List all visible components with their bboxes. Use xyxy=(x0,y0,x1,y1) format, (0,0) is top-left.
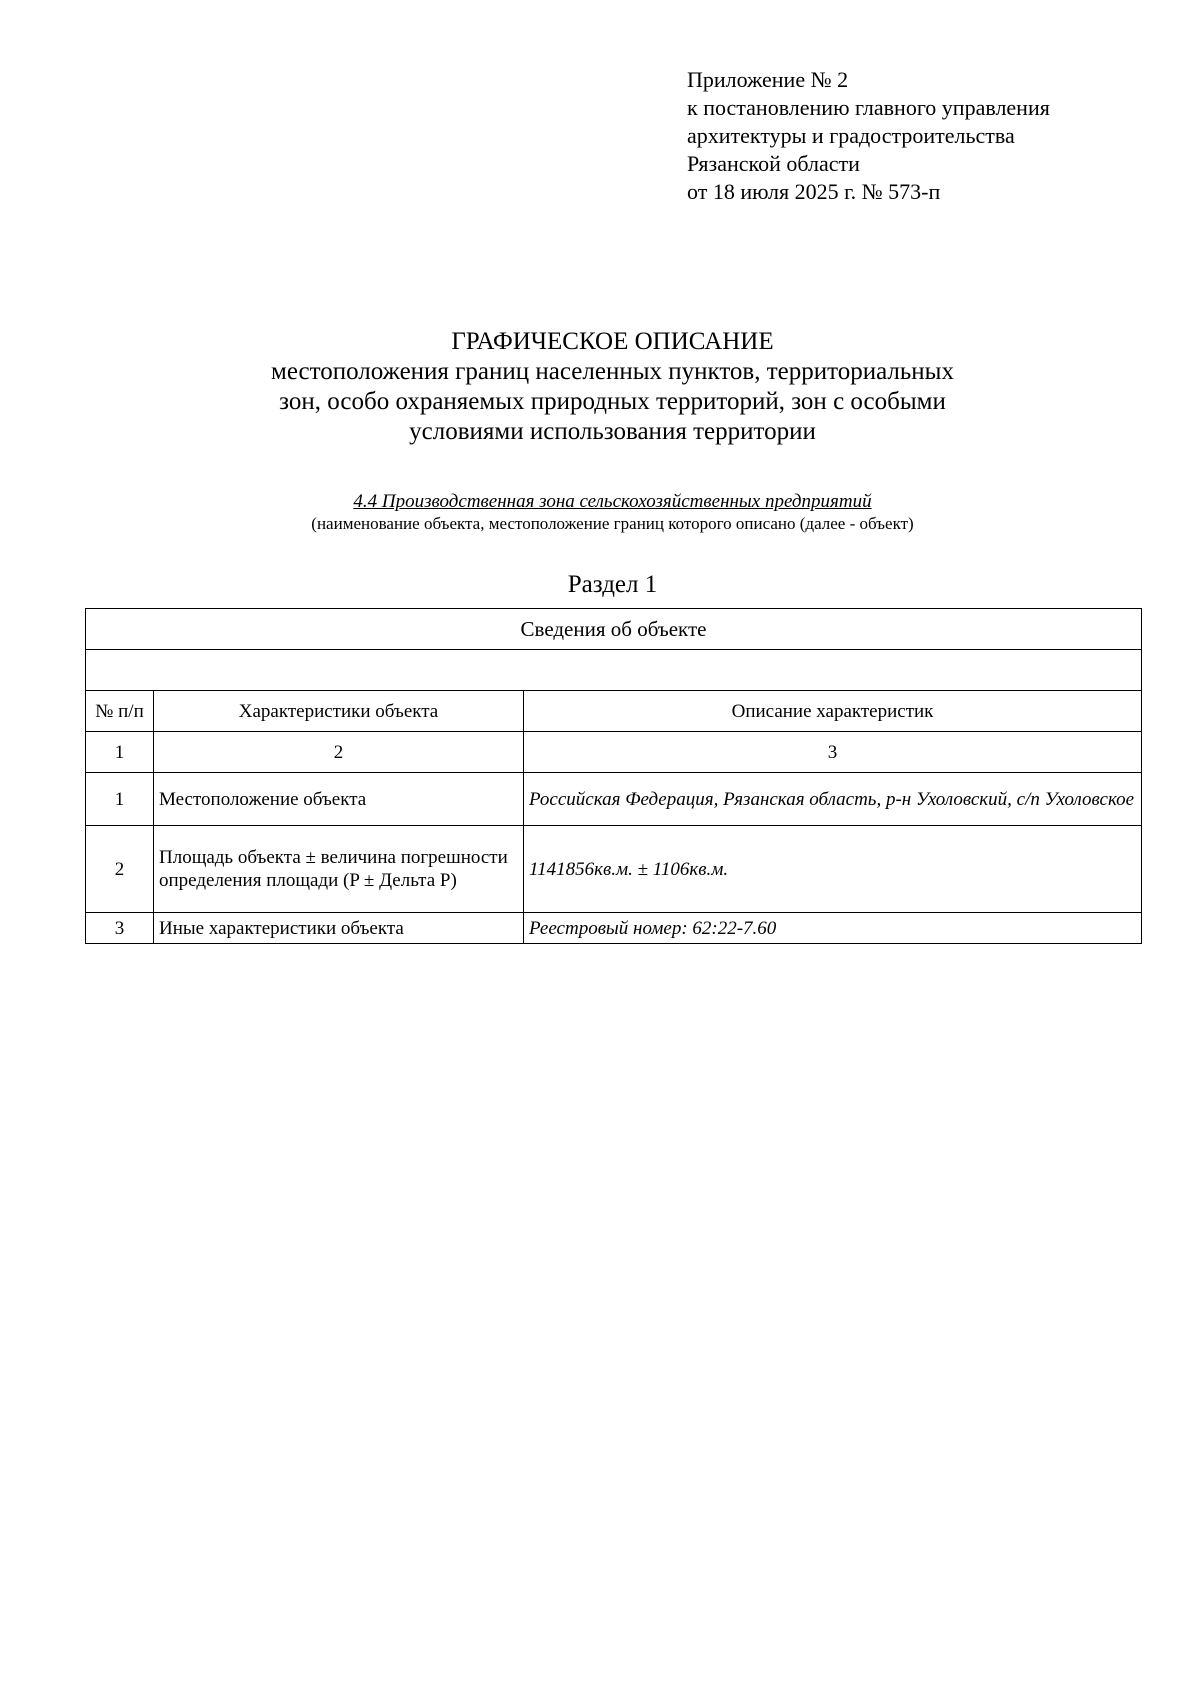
appendix-line: к постановлению главного управления xyxy=(687,95,1050,120)
table-column-numbers-row xyxy=(86,732,1142,773)
object-name-block xyxy=(0,491,1200,535)
title-line: местоположения границ населенных пунктов, территориальных xyxy=(271,358,954,385)
row-label: Площадь объекта ± величина погрешности определения площади (P ± Дельта P) xyxy=(154,826,524,913)
header-characteristic: Характеристики объекта xyxy=(154,691,524,732)
object-name: 4.4 Производственная зона сельскохозяйственных предприятий xyxy=(353,491,872,512)
table-row xyxy=(86,913,1142,944)
object-name-caption: (наименование объекта, местоположение границ которого описано (далее - объект) xyxy=(311,514,914,533)
header-description: Описание характеристик xyxy=(524,691,1142,732)
appendix-line: архитектуры и градостроительства xyxy=(687,123,1015,148)
row-value: Российская Федерация, Рязанская область, р-н Ухоловский, с/п Ухоловское xyxy=(524,773,1142,826)
appendix-line: от 18 июля 2025 г. № 573-п xyxy=(687,179,941,204)
column-number: 3 xyxy=(524,732,1142,773)
column-number: 2 xyxy=(154,732,524,773)
table-title: Сведения об объекте xyxy=(86,609,1142,650)
title-line: зон, особо охраняемых природных территорий, зон с особыми xyxy=(279,388,946,415)
table-row xyxy=(86,773,1142,826)
row-value: Реестровый номер: 62:22-7.60 xyxy=(524,913,1142,944)
appendix-reference xyxy=(687,66,1050,206)
document-title xyxy=(0,327,1200,447)
appendix-line: Рязанской области xyxy=(687,151,860,176)
section-title: Раздел 1 xyxy=(567,571,658,598)
object-info-table xyxy=(85,608,1142,944)
table-empty-row xyxy=(86,650,1142,691)
appendix-line: Приложение № 2 xyxy=(687,67,849,92)
header-num: № п/п xyxy=(86,691,154,732)
row-value: 1141856кв.м. ± 1106кв.м. xyxy=(524,826,1142,913)
table-row xyxy=(86,826,1142,913)
row-label: Местоположение объекта xyxy=(154,773,524,826)
table-header-row xyxy=(86,691,1142,732)
title-line: условиями использования территории xyxy=(409,418,816,445)
row-num: 2 xyxy=(86,826,154,913)
row-num: 3 xyxy=(86,913,154,944)
title-heading: ГРАФИЧЕСКОЕ ОПИСАНИЕ xyxy=(451,328,774,355)
column-number: 1 xyxy=(86,732,154,773)
row-num: 1 xyxy=(86,773,154,826)
row-label: Иные характеристики объекта xyxy=(154,913,524,944)
